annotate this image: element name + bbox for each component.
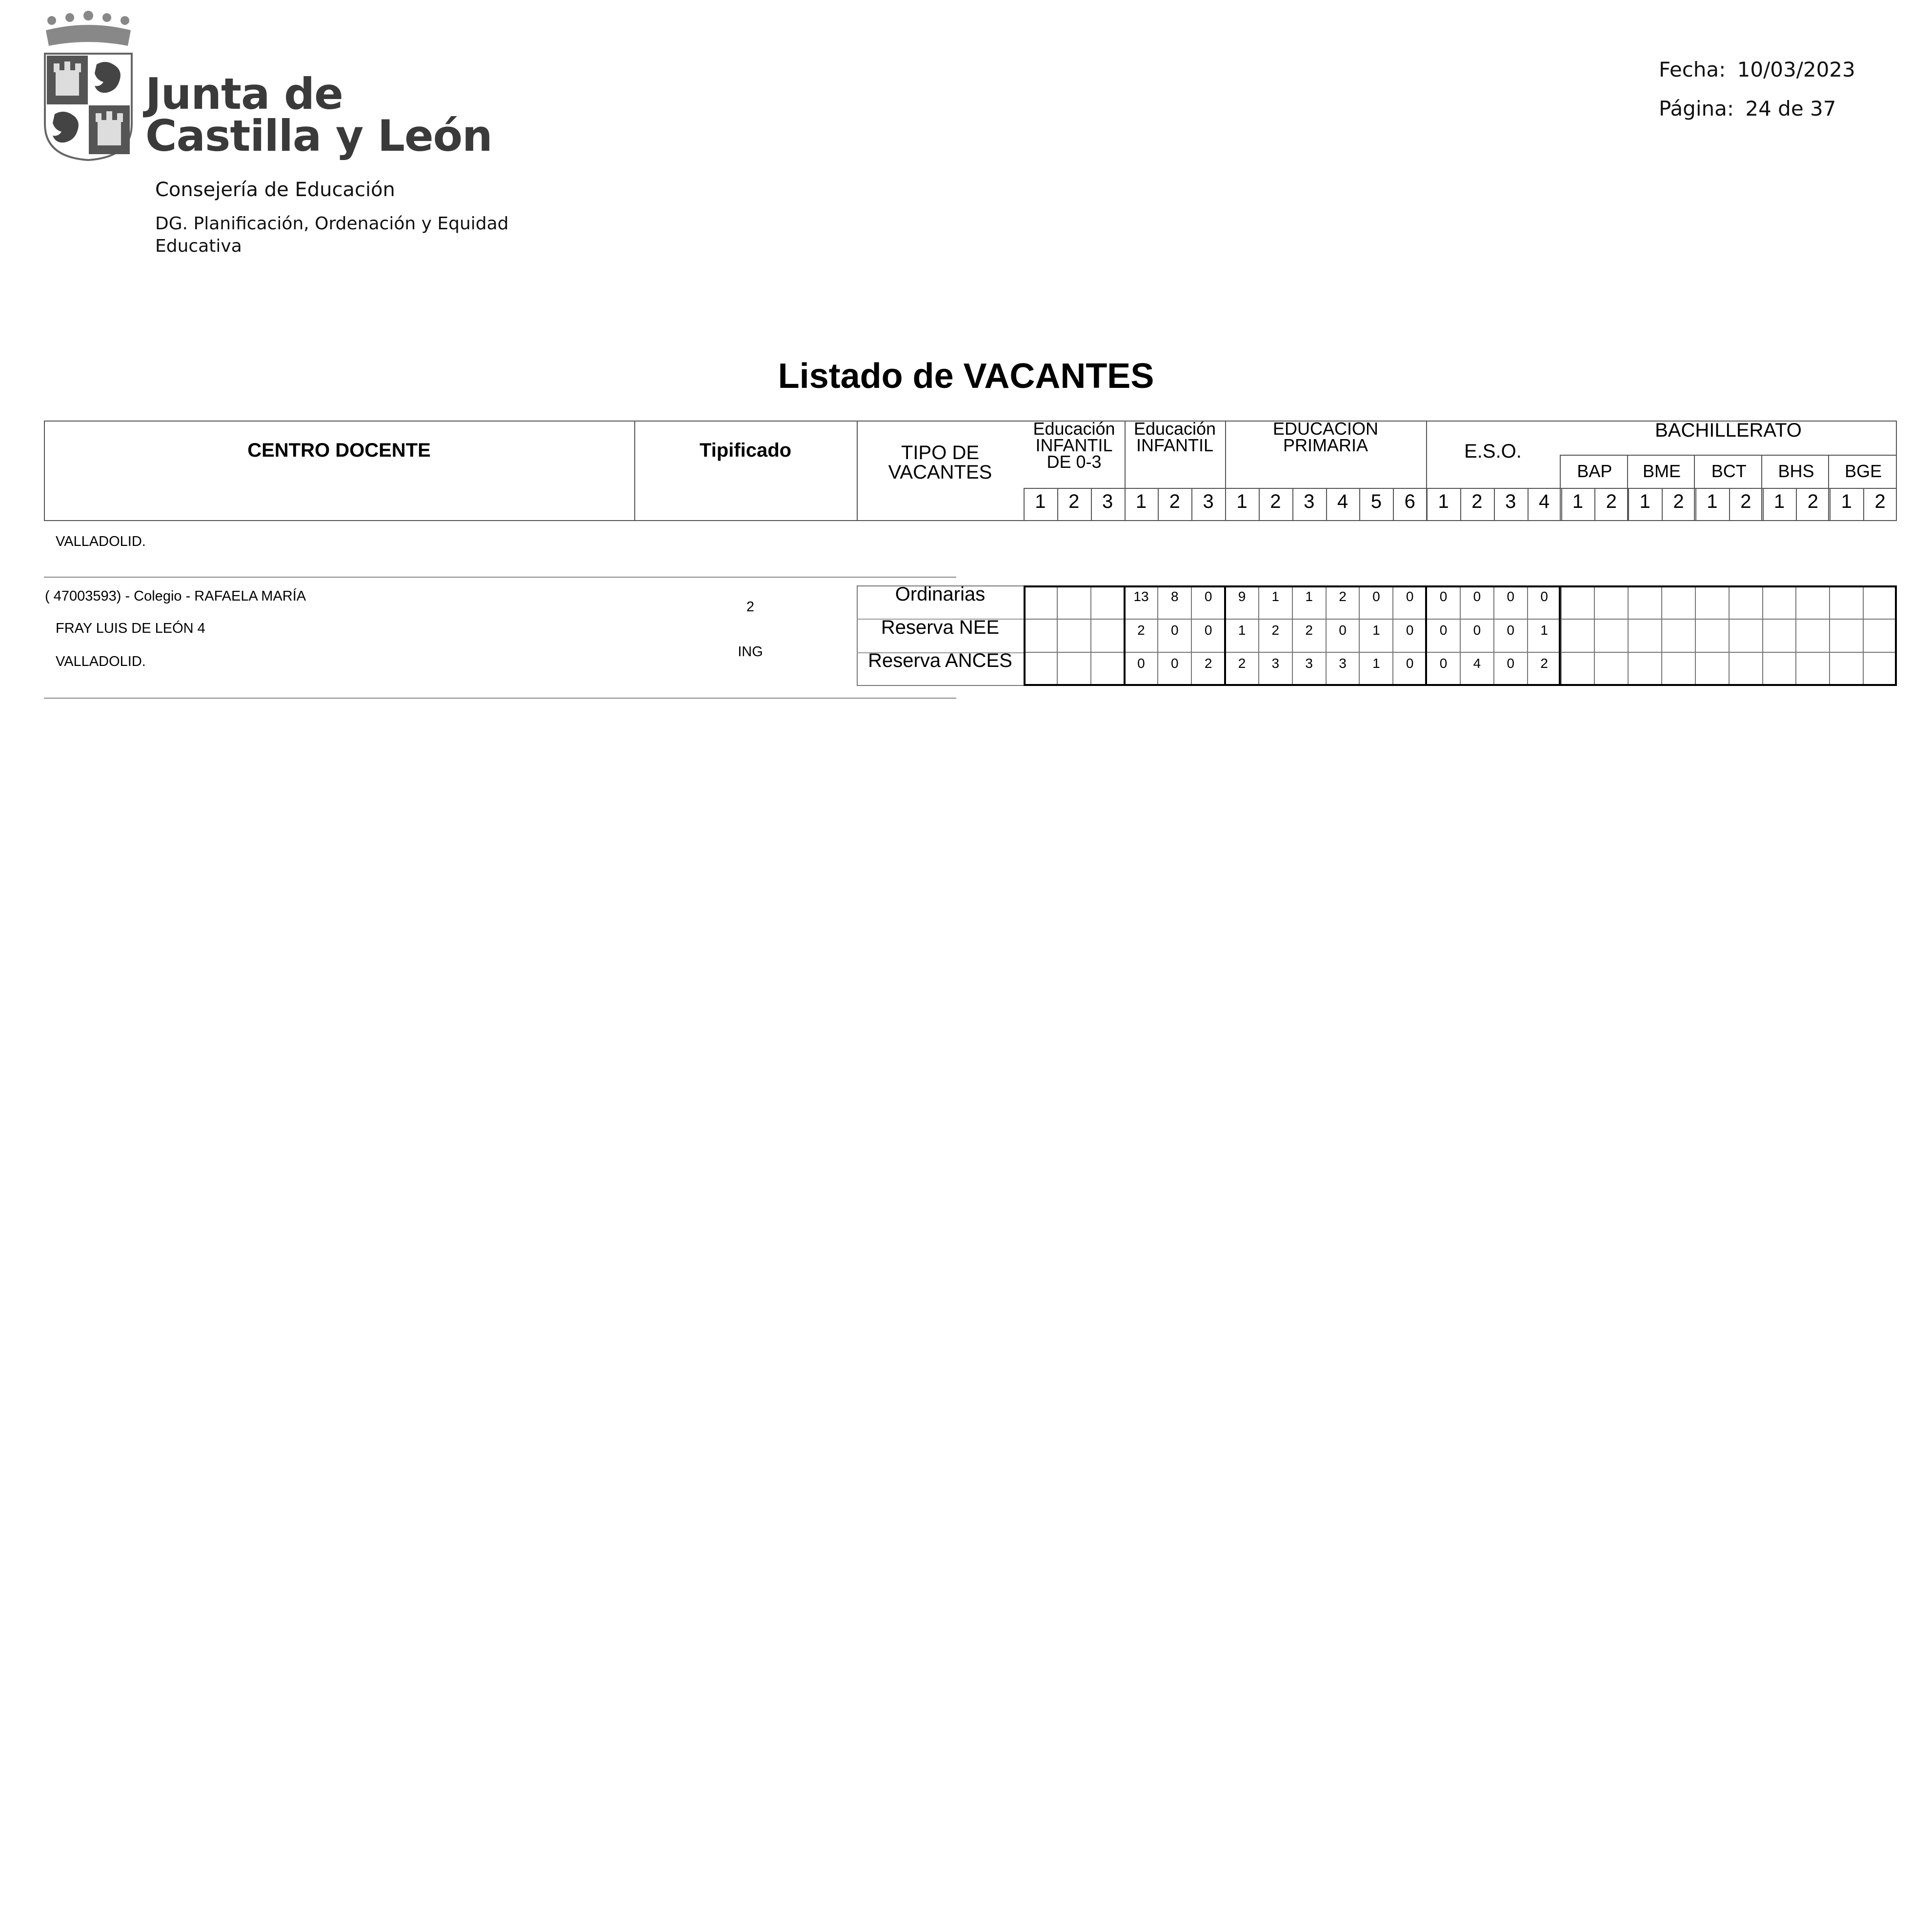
vacantes-cell: 0	[1158, 652, 1191, 686]
header-prim-l2: PRIMARIA	[1283, 435, 1368, 455]
level-number: 3	[1102, 491, 1113, 512]
level-number: 1	[1639, 491, 1650, 512]
level-number: 1	[1707, 491, 1718, 512]
header-tipo-line2: VACANTES	[888, 462, 992, 483]
vacantes-cell: 1	[1359, 652, 1393, 686]
level-number: 2	[1270, 491, 1281, 512]
header-bach-bhs: BHS	[1778, 461, 1814, 481]
vacantes-cell: 0	[1125, 652, 1158, 686]
vacantes-cell: 0	[1460, 619, 1494, 653]
level-number: 2	[1807, 491, 1818, 512]
vacantes-cell: 0	[1427, 652, 1460, 686]
vacantes-cell: 0	[1393, 619, 1427, 653]
header-bach-bap: BAP	[1577, 461, 1612, 481]
vacantes-cell: 1	[1528, 619, 1561, 653]
level-number: 1	[1438, 491, 1449, 512]
vacantes-cell: 9	[1225, 585, 1259, 619]
vacantes-type-ordinarias: Ordinarias	[895, 584, 986, 605]
vacantes-cell: 2	[1225, 652, 1259, 686]
vacantes-cell: 0	[1494, 619, 1528, 653]
vacantes-cell: 0	[1460, 585, 1494, 619]
vacantes-type-reserva-ances: Reserva ANCES	[868, 650, 1012, 671]
level-number: 1	[1841, 491, 1852, 512]
vacantes-cell: 0	[1393, 652, 1427, 686]
level-number: 2	[1068, 491, 1080, 512]
vacantes-cell: 4	[1460, 652, 1494, 686]
org-name-line1: Junta de	[145, 69, 343, 119]
header-tipo-line1: TIPO DE	[901, 442, 980, 463]
header-inf-l2: INFANTIL	[1136, 435, 1214, 455]
header-bachillerato: BACHILLERATO	[1655, 420, 1802, 441]
vacantes-cell: 1	[1292, 585, 1326, 619]
vacantes-cell: 2	[1191, 652, 1225, 686]
level-number: 2	[1874, 491, 1886, 512]
header-inf-l1: Educación	[1133, 419, 1216, 439]
level-number: 4	[1337, 491, 1348, 512]
header-bach-bct: BCT	[1711, 461, 1747, 481]
header-eso: E.S.O.	[1464, 441, 1522, 462]
pagina-label: Página:	[1659, 97, 1734, 121]
level-number: 3	[1505, 491, 1516, 512]
sub-department-line1: DG. Planificación, Ordenación y Equidad	[155, 214, 509, 234]
level-number: 4	[1538, 491, 1550, 512]
vacantes-cell: 2	[1528, 652, 1561, 686]
level-number: 5	[1370, 491, 1382, 512]
org-name-line2: Castilla y León	[145, 111, 492, 161]
header-infantil	[1125, 421, 1225, 454]
level-number: 3	[1304, 491, 1315, 512]
vacantes-cell: 0	[1494, 585, 1528, 619]
vacantes-cell: 13	[1125, 585, 1158, 619]
vacantes-cell: 0	[1191, 585, 1225, 619]
pagina	[1659, 97, 1836, 121]
level-number: 2	[1673, 491, 1684, 512]
org-name	[145, 69, 492, 161]
centro-language: ING	[738, 644, 763, 660]
vacantes-cell: 2	[1292, 619, 1326, 653]
vacantes-cell: 0	[1158, 619, 1191, 653]
level-number: 1	[1135, 491, 1147, 512]
vacantes-cell: 3	[1326, 652, 1360, 686]
centro-name: ( 47003593) - Colegio - RAFAELA MARÍA	[45, 588, 306, 604]
vacantes-cell: 0	[1528, 585, 1561, 619]
province-label: VALLADOLID.	[56, 534, 146, 549]
header-tipificado: Tipificado	[699, 440, 792, 461]
page-title: Listado de VACANTES	[778, 357, 1154, 396]
centro-tipificado: 2	[746, 599, 755, 615]
header-infantil-0-3	[1024, 421, 1125, 470]
level-number: 1	[1035, 491, 1046, 512]
level-number: 6	[1404, 491, 1415, 512]
level-number: 1	[1773, 491, 1785, 512]
vacantes-cell: 1	[1359, 619, 1393, 653]
vacantes-cell: 8	[1158, 585, 1191, 619]
centro-address: FRAY LUIS DE LEÓN 4	[56, 621, 205, 636]
header-primaria	[1225, 421, 1426, 454]
level-number: 1	[1572, 491, 1584, 512]
header-inf03-l2: INFANTIL	[1035, 435, 1113, 455]
header-inf03-l3: DE 0-3	[1046, 452, 1102, 472]
vacantes-cell: 0	[1393, 585, 1427, 619]
pagina-value: 24 de 37	[1745, 97, 1836, 121]
sub-department	[155, 213, 509, 258]
vacantes-cell: 1	[1259, 585, 1292, 619]
vacantes-cell: 3	[1259, 652, 1292, 686]
vacantes-cell: 3	[1292, 652, 1326, 686]
level-number: 3	[1203, 491, 1214, 512]
vacantes-cell: 0	[1427, 585, 1460, 619]
department: Consejería de Educación	[155, 179, 395, 201]
level-number: 2	[1606, 491, 1617, 512]
header-bach-bge: BGE	[1845, 461, 1882, 481]
level-number: 2	[1471, 491, 1483, 512]
level-number: 1	[1236, 491, 1248, 512]
fecha-label: Fecha:	[1659, 58, 1726, 81]
vacantes-cell: 2	[1125, 619, 1158, 653]
vacantes-cell: 0	[1191, 619, 1225, 653]
vacantes-cell: 2	[1326, 585, 1360, 619]
level-number: 2	[1169, 491, 1180, 512]
header-prim-l1: EDUCACION	[1272, 419, 1379, 439]
sub-department-line2: Educativa	[155, 236, 242, 256]
header-bach-bme: BME	[1643, 461, 1681, 481]
vacantes-cell: 0	[1427, 619, 1460, 653]
fecha	[1659, 58, 1855, 81]
header-centro-docente: CENTRO DOCENTE	[247, 440, 431, 461]
vacantes-cell: 1	[1225, 619, 1259, 653]
vacantes-cell: 0	[1326, 619, 1360, 653]
vacantes-type-reserva-nee: Reserva NEE	[881, 617, 1000, 638]
fecha-value: 10/03/2023	[1737, 58, 1855, 81]
vacantes-cell: 0	[1359, 585, 1393, 619]
vacantes-cell: 2	[1259, 619, 1292, 653]
centro-city: VALLADOLID.	[56, 654, 146, 669]
vacantes-cell: 0	[1494, 652, 1528, 686]
header-tipo-vacantes	[857, 443, 1024, 482]
level-number: 2	[1740, 491, 1751, 512]
header-inf03-l1: Educación	[1033, 419, 1115, 439]
coat-of-arms-logo	[42, 11, 135, 162]
